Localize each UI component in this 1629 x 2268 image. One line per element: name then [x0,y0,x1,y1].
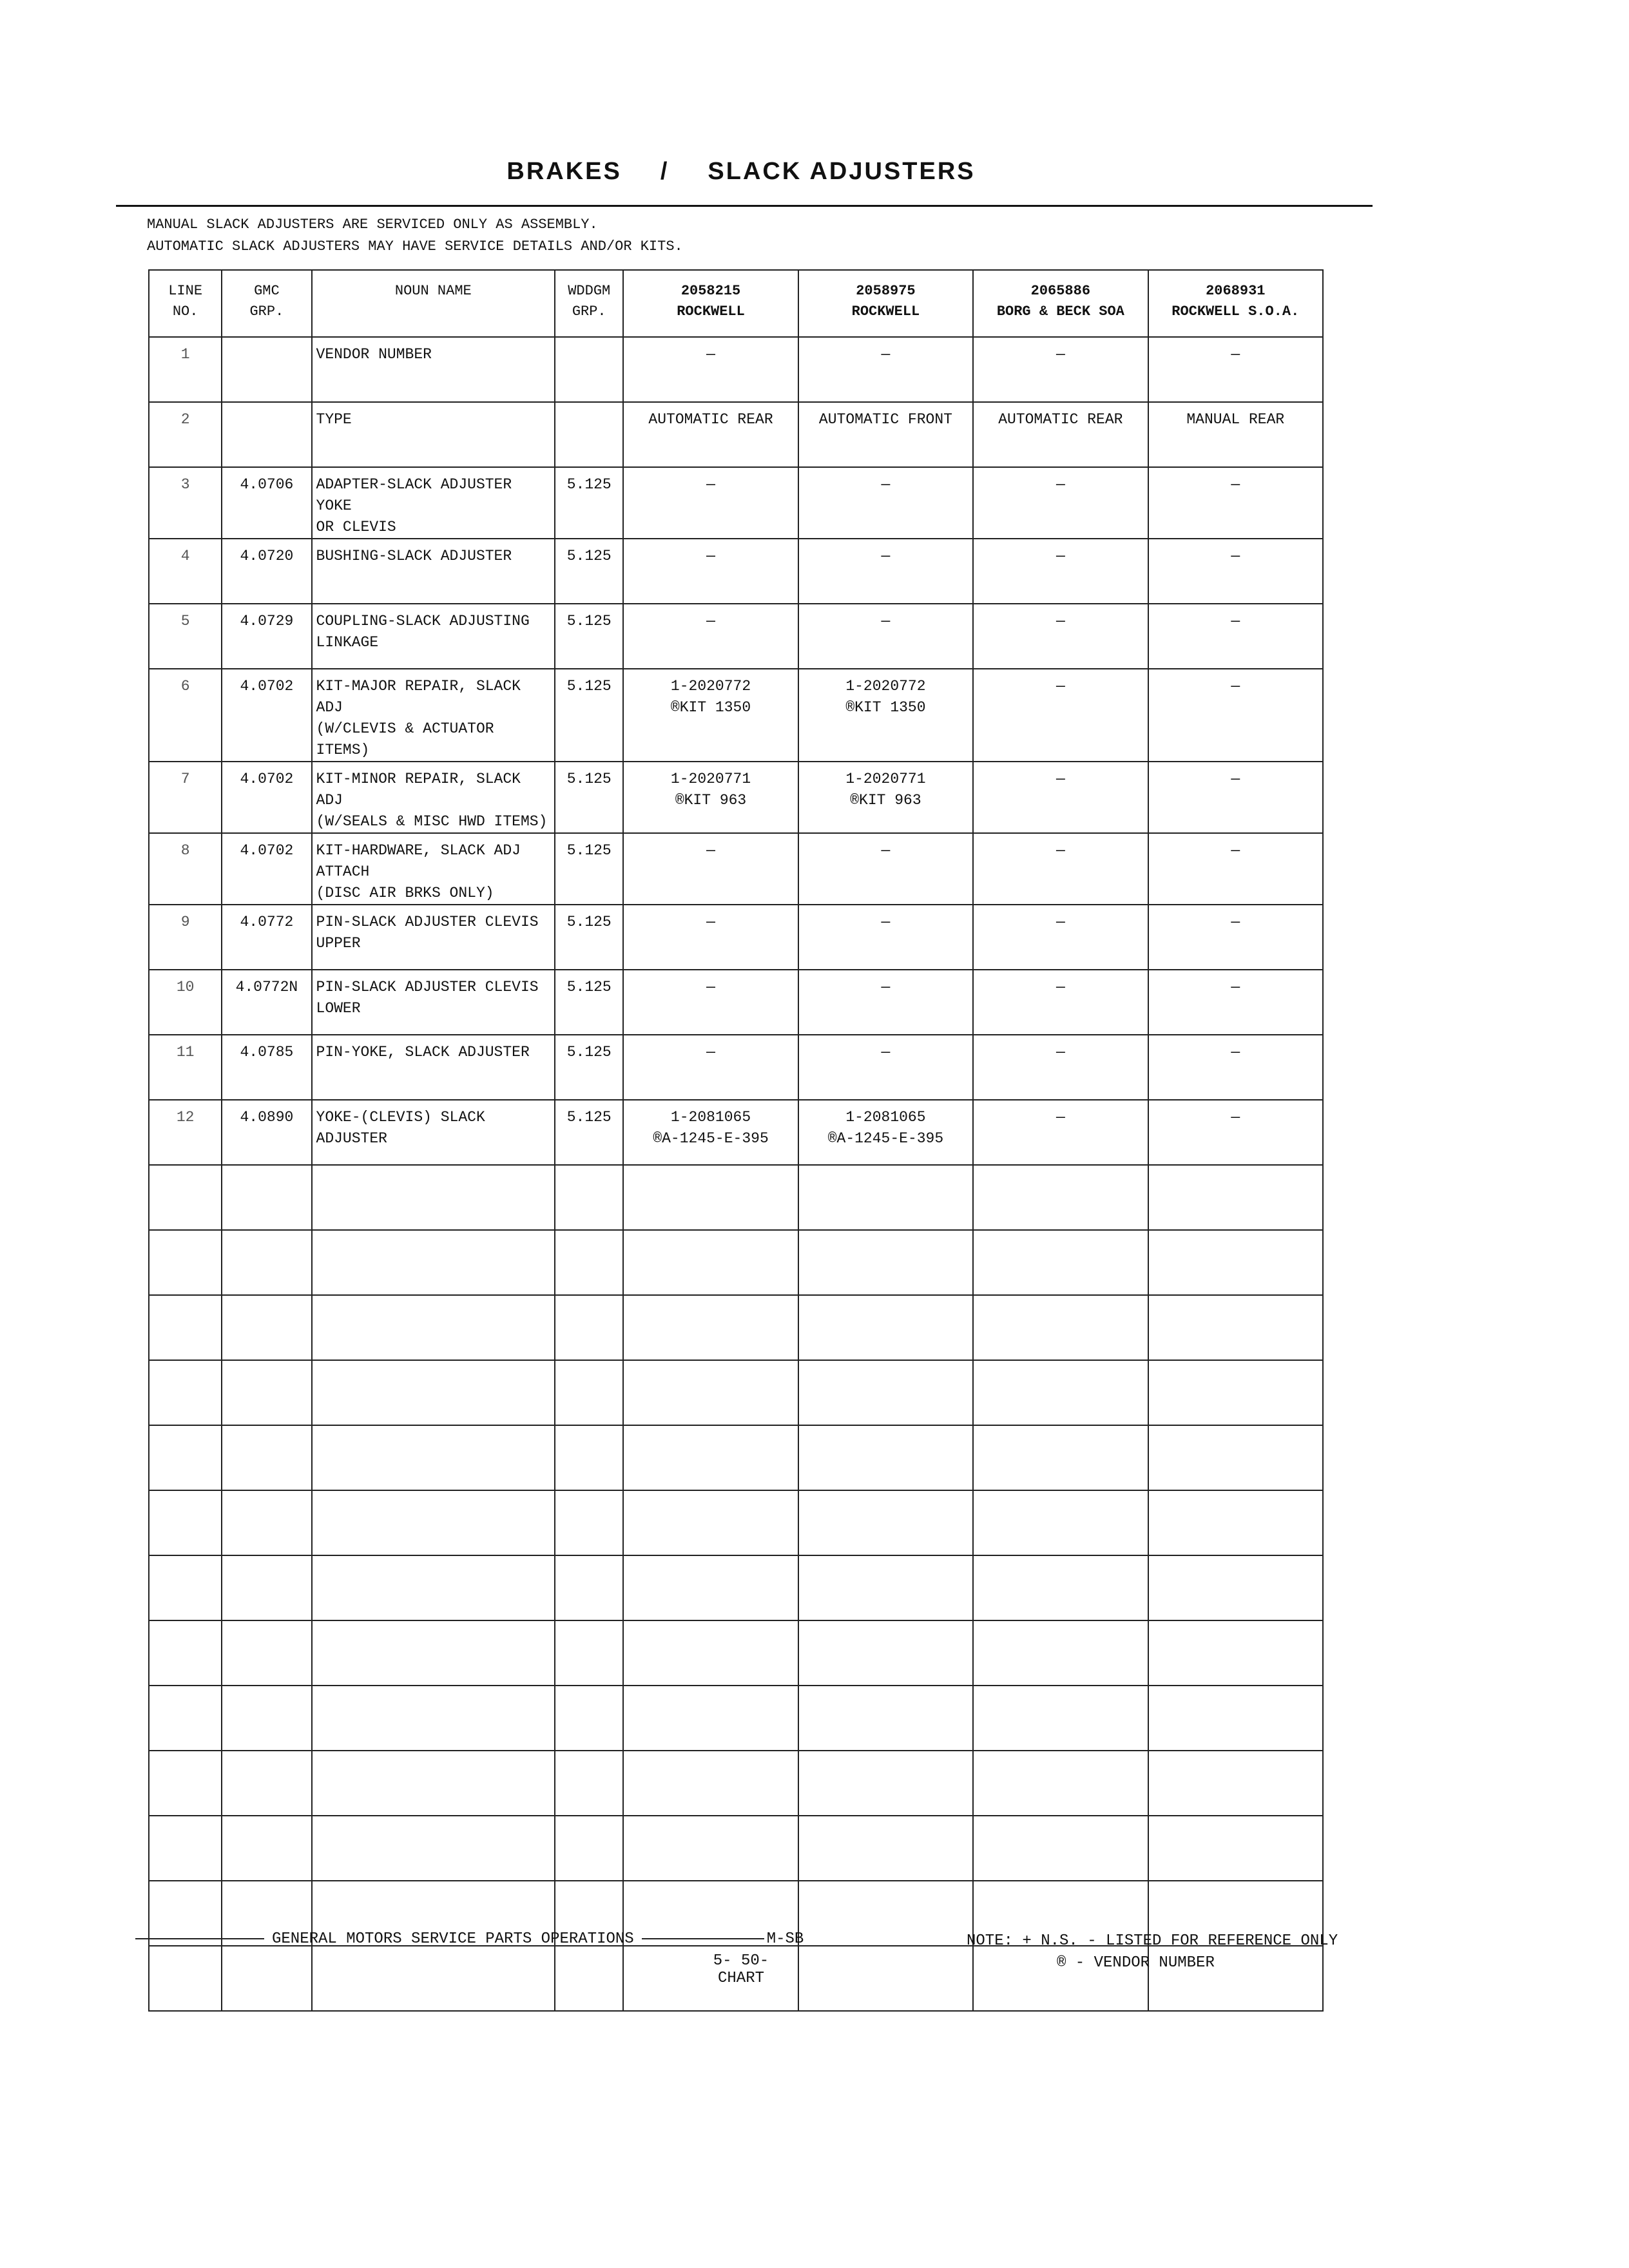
table-row [149,669,1323,762]
table-row [149,539,1323,604]
footer-code: M-SB [766,1930,804,1948]
vendor-3-cell: — [973,833,1148,905]
blank-row [149,1555,1323,1620]
blank-cell [312,1946,555,2011]
gmc-grp-cell: 4.0720 [222,539,311,604]
blank-cell [149,1425,222,1490]
gmc-grp-cell: 4.0706 [222,467,311,539]
table-row [149,905,1323,970]
title-rule [116,205,1373,207]
blank-cell [222,1230,311,1295]
noun-name-cell: PIN-YOKE, SLACK ADJUSTER [312,1035,555,1100]
vendor-3-cell: AUTOMATIC REAR [973,402,1148,467]
vendor-2-cell: — [798,1035,973,1100]
table-row [149,1100,1323,1165]
blank-cell [973,1620,1148,1686]
table-row [149,337,1323,402]
blank-cell [623,1751,798,1816]
blank-cell [149,1620,222,1686]
title-left: BRAKES [506,158,622,185]
blank-cell [312,1751,555,1816]
gmc-grp-cell: 4.0702 [222,833,311,905]
blank-cell [798,1360,973,1425]
blank-cell [1148,1230,1323,1295]
blank-row [149,1620,1323,1686]
table-row [149,467,1323,539]
blank-cell [222,1555,311,1620]
blank-cell [555,1555,623,1620]
vendor-3-cell: — [973,669,1148,762]
blank-cell [623,1816,798,1881]
blank-cell [973,1490,1148,1555]
line-no-cell: 5 [149,604,222,669]
line-no-cell: 11 [149,1035,222,1100]
header-line-no: LINE NO. [149,270,222,337]
vendor-2-cell: — [798,970,973,1035]
header-vendor-2: 2058975 ROCKWELL [798,270,973,337]
vendor-3-cell: — [973,539,1148,604]
notes [147,214,683,258]
wddgm-grp-cell: 5.125 [555,905,623,970]
noun-name-cell: PIN-SLACK ADJUSTER CLEVIS LOWER [312,970,555,1035]
vendor-4-cell: — [1148,905,1323,970]
table-row [149,1035,1323,1100]
blank-cell [798,1686,973,1751]
blank-cell [798,1555,973,1620]
noun-name-cell: PIN-SLACK ADJUSTER CLEVIS UPPER [312,905,555,970]
vendor-3-cell: — [973,1035,1148,1100]
blank-cell [973,1555,1148,1620]
blank-row [149,1751,1323,1816]
page-title [387,158,1095,186]
vendor-1-cell: — [623,905,798,970]
blank-row [149,1165,1323,1230]
vendor-1-cell: — [623,467,798,539]
vendor-3-cell: — [973,762,1148,833]
table-row [149,604,1323,669]
blank-cell [222,1816,311,1881]
noun-name-cell: COUPLING-SLACK ADJUSTING LINKAGE [312,604,555,669]
blank-cell [555,1230,623,1295]
blank-cell [149,1751,222,1816]
vendor-4-cell: — [1148,970,1323,1035]
blank-cell [222,1425,311,1490]
blank-cell [798,1490,973,1555]
vendor-1-cell: — [623,1035,798,1100]
blank-cell [312,1620,555,1686]
header-gmc-grp: GMC GRP. [222,270,311,337]
blank-cell [555,1946,623,2011]
blank-row [149,1686,1323,1751]
gmc-grp-cell: 4.0785 [222,1035,311,1100]
blank-row [149,1490,1323,1555]
blank-cell [973,1425,1148,1490]
blank-cell [222,1360,311,1425]
blank-cell [149,1490,222,1555]
header-vendor-3: 2065886 BORG & BECK SOA [973,270,1148,337]
vendor-3-cell: — [973,905,1148,970]
wddgm-grp-cell: 5.125 [555,539,623,604]
vendor-1-cell: — [623,337,798,402]
blank-cell [798,1230,973,1295]
blank-cell [312,1425,555,1490]
line-no-cell: 8 [149,833,222,905]
blank-cell [555,1360,623,1425]
vendor-4-cell: — [1148,1100,1323,1165]
wddgm-grp-cell: 5.125 [555,669,623,762]
blank-cell [555,1165,623,1230]
note-line-1: MANUAL SLACK ADJUSTERS ARE SERVICED ONLY AS ASSEMBLY. [147,216,598,233]
gmc-grp-cell [222,402,311,467]
wddgm-grp-cell: 5.125 [555,604,623,669]
blank-cell [973,1686,1148,1751]
blank-cell [798,1816,973,1881]
vendor-4-cell: — [1148,539,1323,604]
blank-cell [798,1751,973,1816]
blank-cell [555,1490,623,1555]
footer-left [135,1930,804,1948]
blank-cell [555,1816,623,1881]
noun-name-cell: TYPE [312,402,555,467]
blank-cell [798,1425,973,1490]
noun-name-cell: VENDOR NUMBER [312,337,555,402]
vendor-4-cell: — [1148,833,1323,905]
blank-cell [222,1751,311,1816]
note-line-2: AUTOMATIC SLACK ADJUSTERS MAY HAVE SERVICE DETAILS AND/OR KITS. [147,238,683,255]
blank-cell [798,1946,973,2011]
blank-row [149,1360,1323,1425]
vendor-1-cell: AUTOMATIC REAR [623,402,798,467]
title-separator: / [660,158,670,185]
vendor-4-cell: — [1148,604,1323,669]
line-no-cell: 10 [149,970,222,1035]
blank-cell [623,1230,798,1295]
blank-cell [1148,1751,1323,1816]
line-no-cell: 4 [149,539,222,604]
wddgm-grp-cell: 5.125 [555,467,623,539]
blank-cell [623,1555,798,1620]
blank-cell [555,1295,623,1360]
blank-cell [312,1686,555,1751]
blank-cell [798,1881,973,1946]
blank-cell [222,1946,311,2011]
gmc-grp-cell: 4.0772N [222,970,311,1035]
header-wddgm-grp: WDDGM GRP. [555,270,623,337]
vendor-2-cell: 1-2020771 ®KIT 963 [798,762,973,833]
gmc-grp-cell: 4.0702 [222,669,311,762]
vendor-1-cell: — [623,539,798,604]
vendor-3-cell: — [973,970,1148,1035]
blank-cell [1148,1425,1323,1490]
vendor-3-cell: — [973,604,1148,669]
vendor-4-cell: — [1148,337,1323,402]
vendor-3-cell: — [973,337,1148,402]
footer-dash [642,1938,764,1939]
vendor-2-cell: — [798,467,973,539]
wddgm-grp-cell [555,402,623,467]
blank-cell [149,1360,222,1425]
gmc-grp-cell: 4.0890 [222,1100,311,1165]
blank-cell [222,1490,311,1555]
blank-row [149,1816,1323,1881]
blank-cell [1148,1686,1323,1751]
blank-cell [623,1425,798,1490]
noun-name-cell: KIT-MINOR REPAIR, SLACK ADJ (W/SEALS & MISC HWD ITEMS) [312,762,555,833]
noun-name-cell: ADAPTER-SLACK ADJUSTER YOKE OR CLEVIS [312,467,555,539]
blank-cell [149,1816,222,1881]
blank-cell [555,1686,623,1751]
blank-cell [1148,1490,1323,1555]
vendor-2-cell: — [798,337,973,402]
vendor-2-cell: AUTOMATIC FRONT [798,402,973,467]
blank-cell [623,1360,798,1425]
vendor-1-cell: — [623,970,798,1035]
blank-cell [1148,1555,1323,1620]
blank-cell [973,1751,1148,1816]
gmc-grp-cell: 4.0772 [222,905,311,970]
vendor-2-cell: 1-2081065 ®A-1245-E-395 [798,1100,973,1165]
footer-org: GENERAL MOTORS SERVICE PARTS OPERATIONS [272,1930,634,1948]
table-row [149,402,1323,467]
blank-cell [623,1686,798,1751]
blank-cell [1148,1165,1323,1230]
blank-cell [312,1230,555,1295]
vendor-3-cell: — [973,467,1148,539]
blank-cell [312,1816,555,1881]
blank-cell [149,1946,222,2011]
blank-cell [555,1751,623,1816]
blank-cell [222,1686,311,1751]
blank-cell [149,1686,222,1751]
vendor-4-cell: — [1148,467,1323,539]
blank-cell [222,1620,311,1686]
blank-cell [623,1295,798,1360]
wddgm-grp-cell: 5.125 [555,833,623,905]
blank-cell [798,1295,973,1360]
footer-dash [135,1938,264,1939]
line-no-cell: 3 [149,467,222,539]
blank-cell [973,1295,1148,1360]
blank-cell [798,1620,973,1686]
parts-chart-table [148,269,1324,2012]
footer-note-1: NOTE: + N.S. - LISTED FOR REFERENCE ONLY [967,1932,1338,1950]
table-row [149,970,1323,1035]
blank-row [149,1425,1323,1490]
blank-cell [623,1165,798,1230]
noun-name-cell: YOKE-(CLEVIS) SLACK ADJUSTER [312,1100,555,1165]
blank-cell [555,1425,623,1490]
blank-row [149,1295,1323,1360]
wddgm-grp-cell: 5.125 [555,970,623,1035]
vendor-2-cell: — [798,539,973,604]
vendor-1-cell: 1-2020772 ®KIT 1350 [623,669,798,762]
wddgm-grp-cell: 5.125 [555,762,623,833]
blank-cell [1148,1295,1323,1360]
vendor-2-cell: 1-2020772 ®KIT 1350 [798,669,973,762]
line-no-cell: 6 [149,669,222,762]
blank-cell [149,1295,222,1360]
vendor-1-cell: — [623,833,798,905]
gmc-grp-cell: 4.0729 [222,604,311,669]
vendor-4-cell: — [1148,669,1323,762]
blank-cell [973,1360,1148,1425]
wddgm-grp-cell: 5.125 [555,1035,623,1100]
wddgm-grp-cell [555,337,623,402]
footer-note-2: ® - VENDOR NUMBER [1057,1954,1215,1972]
blank-cell [149,1165,222,1230]
blank-cell [222,1295,311,1360]
blank-cell [798,1165,973,1230]
title-right: SLACK ADJUSTERS [708,158,976,185]
noun-name-cell: KIT-MAJOR REPAIR, SLACK ADJ (W/CLEVIS & ACTUATOR ITEMS) [312,669,555,762]
wddgm-grp-cell: 5.125 [555,1100,623,1165]
vendor-4-cell: — [1148,1035,1323,1100]
vendor-2-cell: — [798,604,973,669]
table-row [149,762,1323,833]
blank-cell [555,1620,623,1686]
header-row [149,270,1323,337]
line-no-cell: 7 [149,762,222,833]
blank-cell [312,1295,555,1360]
blank-cell [312,1165,555,1230]
noun-name-cell: KIT-HARDWARE, SLACK ADJ ATTACH (DISC AIR BRKS ONLY) [312,833,555,905]
blank-cell [149,1555,222,1620]
vendor-3-cell: — [973,1100,1148,1165]
blank-cell [312,1555,555,1620]
blank-cell [623,1490,798,1555]
line-no-cell: 12 [149,1100,222,1165]
blank-cell [623,1620,798,1686]
blank-cell [222,1165,311,1230]
vendor-4-cell: MANUAL REAR [1148,402,1323,467]
blank-cell [1148,1360,1323,1425]
line-no-cell: 1 [149,337,222,402]
vendor-1-cell: 1-2081065 ®A-1245-E-395 [623,1100,798,1165]
chart-body [149,337,1323,2011]
header-vendor-4: 2068931 ROCKWELL S.O.A. [1148,270,1323,337]
blank-cell [149,1230,222,1295]
table-row [149,833,1323,905]
vendor-4-cell: — [1148,762,1323,833]
header-noun-name: NOUN NAME [312,270,555,337]
gmc-grp-cell: 4.0702 [222,762,311,833]
blank-cell [312,1490,555,1555]
line-no-cell: 2 [149,402,222,467]
vendor-2-cell: — [798,833,973,905]
blank-cell [1148,1816,1323,1881]
vendor-1-cell: — [623,604,798,669]
vendor-1-cell: 1-2020771 ®KIT 963 [623,762,798,833]
blank-cell [973,1230,1148,1295]
blank-row [149,1230,1323,1295]
noun-name-cell: BUSHING-SLACK ADJUSTER [312,539,555,604]
vendor-2-cell: — [798,905,973,970]
blank-cell [312,1360,555,1425]
footer-notes [967,1930,1338,1974]
gmc-grp-cell [222,337,311,402]
blank-cell [973,1165,1148,1230]
blank-cell [1148,1620,1323,1686]
header-vendor-1: 2058215 ROCKWELL [623,270,798,337]
footer-chart-id: 5- 50-CHART [713,1952,769,1987]
blank-cell [973,1816,1148,1881]
line-no-cell: 9 [149,905,222,970]
